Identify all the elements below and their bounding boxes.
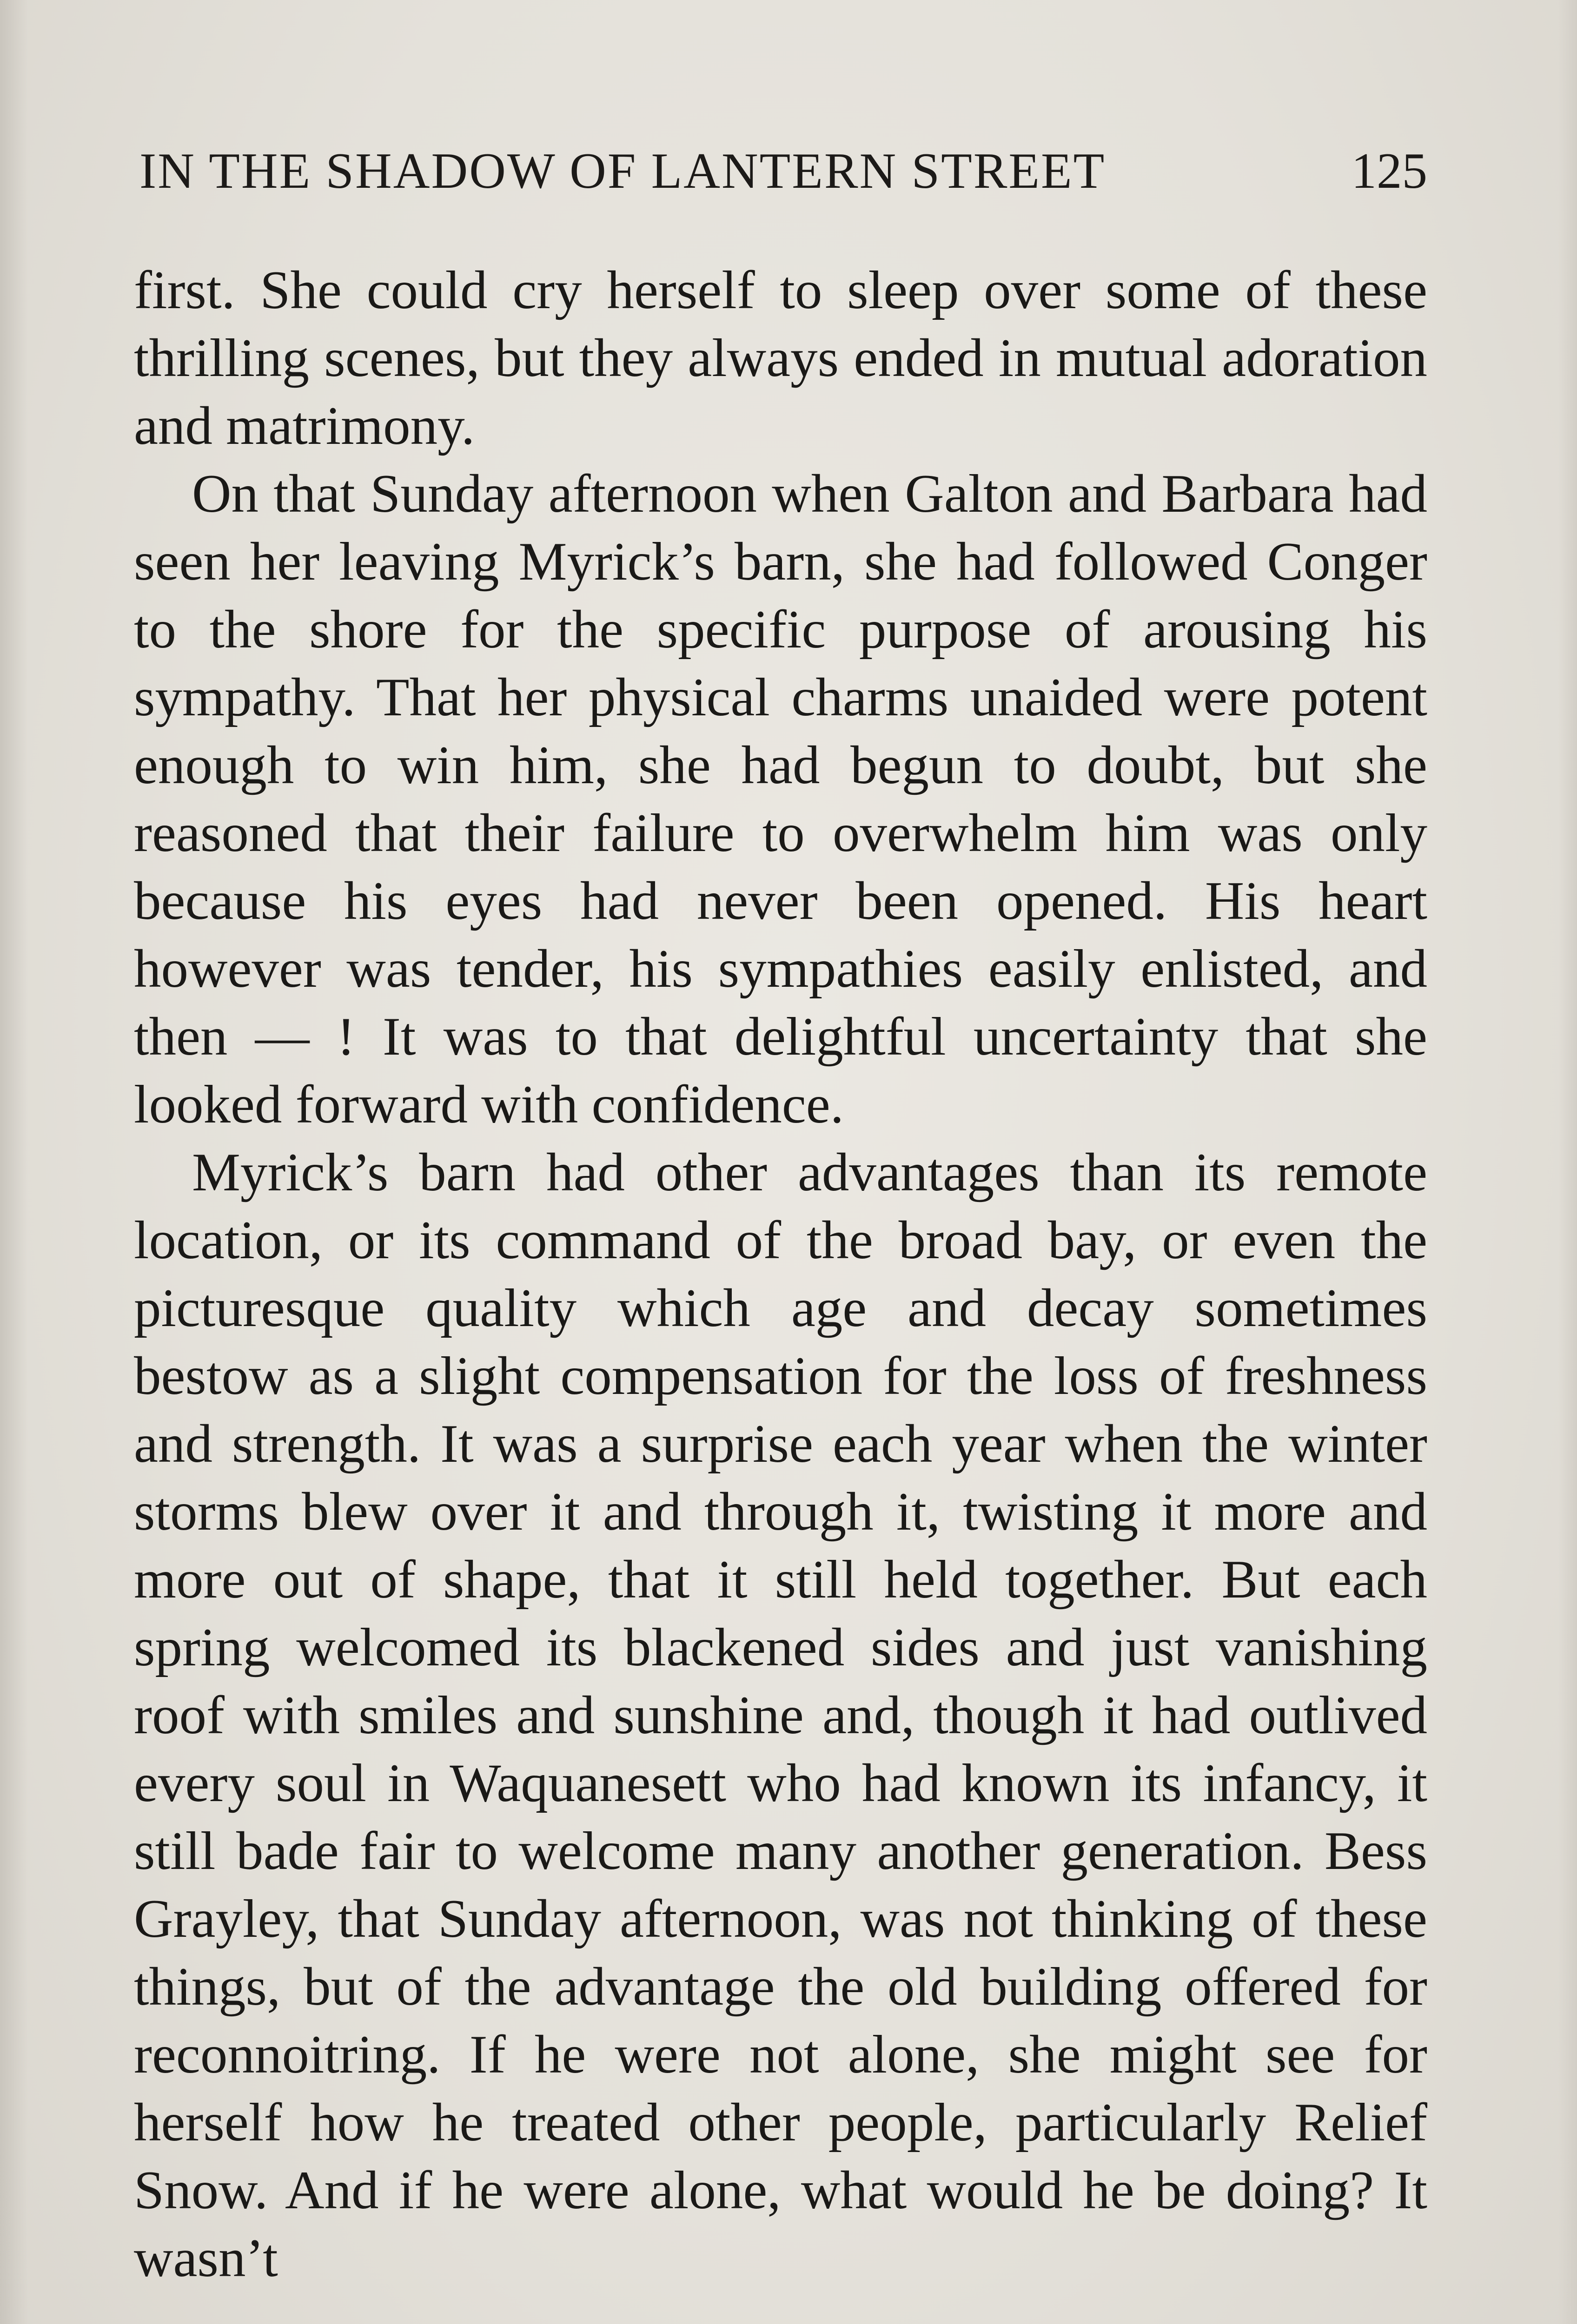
running-head [139,134,1427,208]
page-edge-shadow-left [0,0,28,2324]
page-edge-shadow-right [1558,0,1577,2324]
running-title: IN THE SHADOW OF LANTERN STREET [139,143,1106,199]
page-number: 125 [1351,143,1427,199]
paragraph-3: Myrick’s barn had other advantages than its remote location, or its command of the broad bay, or even the picturesque quality which age and decay sometimes bestow as a slight compensation for the loss of freshness and strength. It was a surprise each year when the winter storms blew over it and through it, twisting it more and more out of shape, that it still held together. But each spring welcomed its blackened sides and just vanishing roof with smiles and sunshine and, though it had outlived every soul in Waquanesett who had known its infancy, it still bade fair to welcome many another generation. Bess Grayley, that Sunday afternoon, was not thinking of these things, but of the advantage the old building offered for reconnoitring. If he were not alone, she might see for herself how he treated other people, particularly Relief Snow. And if he were alone, what would he be doing? It wasn’t [134,1142,1427,2288]
body-text [134,257,1427,2292]
paragraph-1: first. She could cry herself to sleep over some of these thrilling scenes, but they always ended in mutual adoration and matrimony. [134,260,1427,456]
paragraph-2: On that Sunday afternoon when Galton and Barbara had seen her leaving Myrick’s barn, she had followed Conger to the shore for the specific purpose of arousing his sympathy. That her physical charms unaided were potent enough to win him, she had begun to doubt, but she reasoned that their failure to overwhelm him was only because his eyes had never been opened. His heart however was tender, his sympathies easily enlisted, and then — ! It was to that delightful uncertainty that she looked forward with confidence. [134,464,1427,1135]
